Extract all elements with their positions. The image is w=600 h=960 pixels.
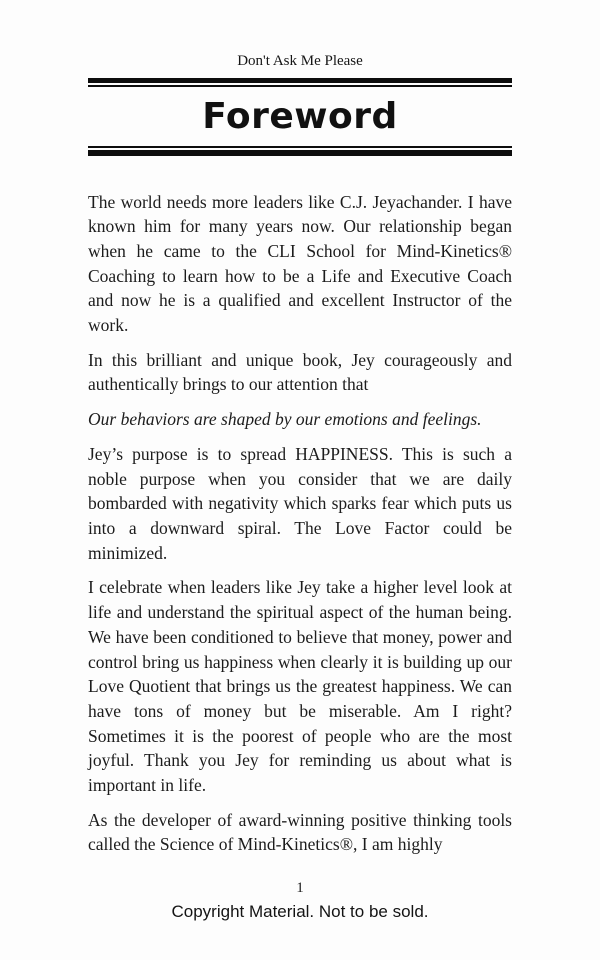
- title-rule-bottom: [88, 146, 512, 156]
- rule-thick-line: [88, 150, 512, 156]
- body-text: [88, 190, 512, 858]
- paragraph: In this brilliant and unique book, Jey courageously and authentically brings to our attention that: [88, 349, 512, 395]
- page-number: 1: [296, 879, 304, 896]
- page-title: Foreword: [202, 95, 398, 137]
- paragraph: The world needs more leaders like C.J. Jeyachander. I have known him for many years now. Our relationship began when he came to the CLI School for Mind-Kinetics® Coaching to learn how to be a Life and Executive Coach and now he is a qualified and excellent Instructor of the work.: [88, 191, 512, 336]
- page-footer: [0, 879, 600, 922]
- copyright-notice: Copyright Material. Not to be sold.: [171, 901, 429, 921]
- paragraph: I celebrate when leaders like Jey take a higher level look at life and understand the spiritual aspect of the human being. We have been conditioned to believe that money, power and control bring us happiness when clearly it is building up our Love Quotient that brings us the greatest happiness. We can have tons of money but be miserable. Am I right? Sometimes it is the poorest of people who are the most joyful. Thank you Jey for reminding us about what is important in life.: [88, 577, 512, 796]
- paragraph: As the developer of award-winning positive thinking tools called the Science of Mind-Kinetics®, I am highly: [88, 809, 512, 855]
- title-rule-top: [88, 78, 512, 87]
- paragraph: Jey’s purpose is to spread HAPPINESS. This is such a noble purpose when you consider that we are daily bombarded with negativity which sparks fear which puts us into a downward spiral. The Love Factor could be minimized.: [88, 443, 512, 563]
- paragraph-emphasis: Our behaviors are shaped by our emotions and feelings.: [88, 409, 482, 430]
- rule-thin-line: [88, 85, 512, 87]
- running-header: Don't Ask Me Please: [237, 53, 363, 69]
